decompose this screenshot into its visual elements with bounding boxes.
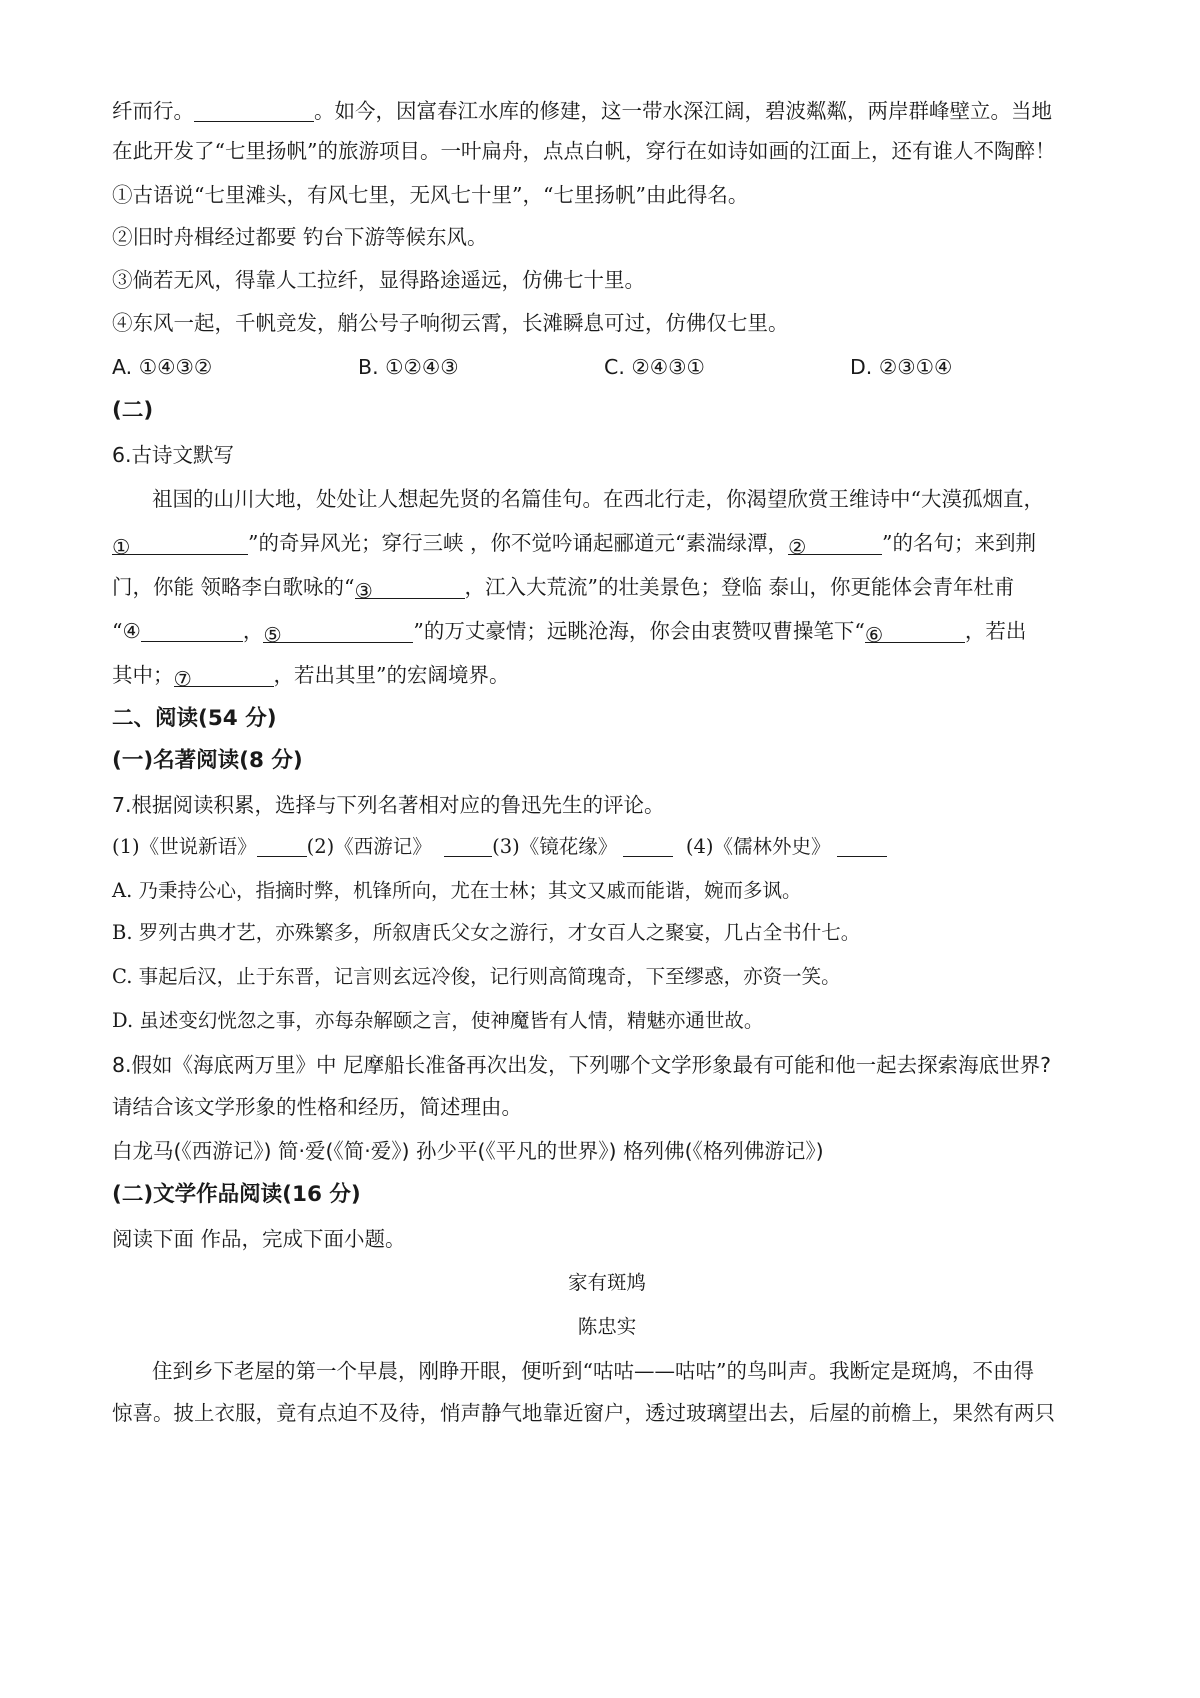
blank-number: ⑦: [173, 667, 192, 691]
instruction-text: 阅读下面 作品，完成下面小题。: [112, 1227, 406, 1251]
text-span: ”的万丈豪情；远眺沧海，你会由衷赞叹曹操笔下“: [413, 619, 865, 643]
text-span: “④: [112, 619, 141, 643]
answer-blank: [263, 620, 413, 647]
text-span: ，: [242, 619, 264, 643]
sentence-3: ③倘若无风，得靠人工拉纤，显得路途遥远，仿佛七十里。: [112, 268, 645, 292]
book-item: (3)《镜花缘》: [492, 835, 618, 858]
text-span: ”的名句；来到荆: [881, 531, 1036, 555]
answer-blank: [354, 576, 465, 603]
sentence-4: ④东风一起，千帆竞发，艄公号子响彻云霄，长滩瞬息可过，仿佛仅七里。: [112, 311, 789, 335]
paragraph-line: [112, 616, 1102, 646]
answer-blank: [623, 834, 673, 857]
answer-blank: [257, 834, 307, 857]
text-span: 门，你能 领略李白歌咏的“: [112, 575, 355, 599]
section-heading: (二): [112, 398, 154, 423]
answer-blank: [112, 532, 248, 559]
question-title: 7.根据阅读积累，选择与下列名著相对应的鲁迅先生的评论。: [112, 793, 665, 817]
book-item: (1)《世说新语》: [112, 835, 257, 858]
answer-blank: [141, 619, 243, 642]
blank-number: ③: [354, 579, 373, 603]
paragraph-line: 在此开发了“七里扬帆”的旅游项目。一叶扁舟，点点白帆，穿行在如诗如画的江面上，还有谁人不陶醉！: [112, 139, 1056, 163]
essay-title: 家有斑鸠: [567, 1271, 646, 1294]
answer-blank: [444, 834, 492, 857]
paragraph-line: [112, 572, 1102, 602]
text-span: ，若出: [964, 619, 1027, 643]
blank-number: ①: [112, 535, 131, 559]
option-c: C. ②④③①: [604, 355, 705, 379]
paragraph-line: 祖国的山川大地，处处让人想起先贤的名篇佳句。在西北行走，你渴望欣赏王维诗中“大漠孤烟直，: [152, 487, 1044, 511]
review-option-d: D. 虽述变幻恍忽之事，亦每杂解颐之言，使神魔皆有人情，精魅亦通世故。: [112, 1009, 764, 1032]
answer-blank: [173, 664, 274, 691]
paragraph-line: [112, 528, 1102, 558]
part-heading: 二、阅读(54 分): [112, 706, 277, 731]
essay-paragraph-line: 住到乡下老屋的第一个早晨，刚睁开眼，便听到“咕咕——咕咕”的鸟叫声。我断定是斑鸠，不由得: [152, 1359, 1034, 1383]
subsection-heading: (一)名著阅读(8 分): [112, 748, 303, 773]
answer-blank: [787, 532, 882, 559]
sentence-1: ①古语说“七里滩头，有风七里，无风七十里”，“七里扬帆”由此得名。: [112, 183, 749, 207]
book-list: [112, 832, 1102, 862]
text-span: ，若出其里”的宏阔境界。: [273, 663, 510, 687]
option-d: D. ②③①④: [850, 355, 953, 379]
question-title: 6.古诗文默写: [112, 443, 235, 467]
paragraph-line: [112, 660, 1102, 690]
text-span: ”的奇异风光；穿行三峡 ，你不觉吟诵起郦道元“素湍绿潭，: [248, 531, 788, 555]
blank-number: ⑥: [864, 623, 884, 647]
answer-blank: [864, 620, 965, 647]
option-a: A. ①④③②: [112, 355, 213, 379]
text-span: 纤而行。: [112, 99, 194, 123]
question-line: 8.假如《海底两万里》中 尼摩船长准备再次出发，下列哪个文学形象最有可能和他一起去探索海底世界?: [112, 1053, 1051, 1077]
essay-paragraph-line: 惊喜。披上衣服，竟有点迫不及待，悄声静气地靠近窗户，透过玻璃望出去，后屋的前檐上，果然有两只: [112, 1401, 1055, 1425]
review-option-a: A. 乃秉持公心，指摘时弊，机锋所向，尤在士林；其文又戚而能谐，婉而多讽。: [112, 879, 802, 902]
option-b: B. ①②④③: [358, 355, 459, 379]
blank-number: ②: [787, 535, 807, 559]
book-item: (2)《西游记》: [306, 835, 432, 858]
answer-blank: [194, 99, 314, 122]
text-span: ，江入大荒流”的壮美景色；登临 泰山，你更能体会青年杜甫: [464, 575, 1015, 599]
paragraph-line: [112, 96, 1102, 126]
answer-blank: [837, 834, 887, 857]
subsection-heading: (二)文学作品阅读(16 分): [112, 1182, 361, 1207]
sentence-2: ②旧时舟楫经过都要 钓台下游等候东风。: [112, 225, 488, 249]
question-line: 请结合该文学形象的性格和经历，简述理由。: [112, 1095, 522, 1119]
review-option-c: C. 事起后汉，止于东晋，记言则玄远冷俊，记行则高简瑰奇，下至缪惑，亦资一笑。: [112, 965, 841, 988]
review-option-b: B. 罗列古典才艺，亦殊繁多，所叙唐氏父女之游行，才女百人之聚宴，几占全书什七。: [112, 921, 861, 944]
text-span: 。如今，因富春江水库的修建，这一带水深江阔，碧波粼粼，两岸群峰壁立。当地: [314, 99, 1052, 123]
essay-author: 陈忠实: [577, 1315, 637, 1338]
book-item: (4)《儒林外史》: [685, 835, 831, 858]
blank-number: ⑤: [263, 623, 282, 647]
text-span: 其中；: [112, 663, 174, 687]
character-list: 白龙马(《西游记》) 简·爱(《简·爱》) 孙少平(《平凡的世界》) 格列佛(《格列佛游记》): [112, 1139, 824, 1163]
